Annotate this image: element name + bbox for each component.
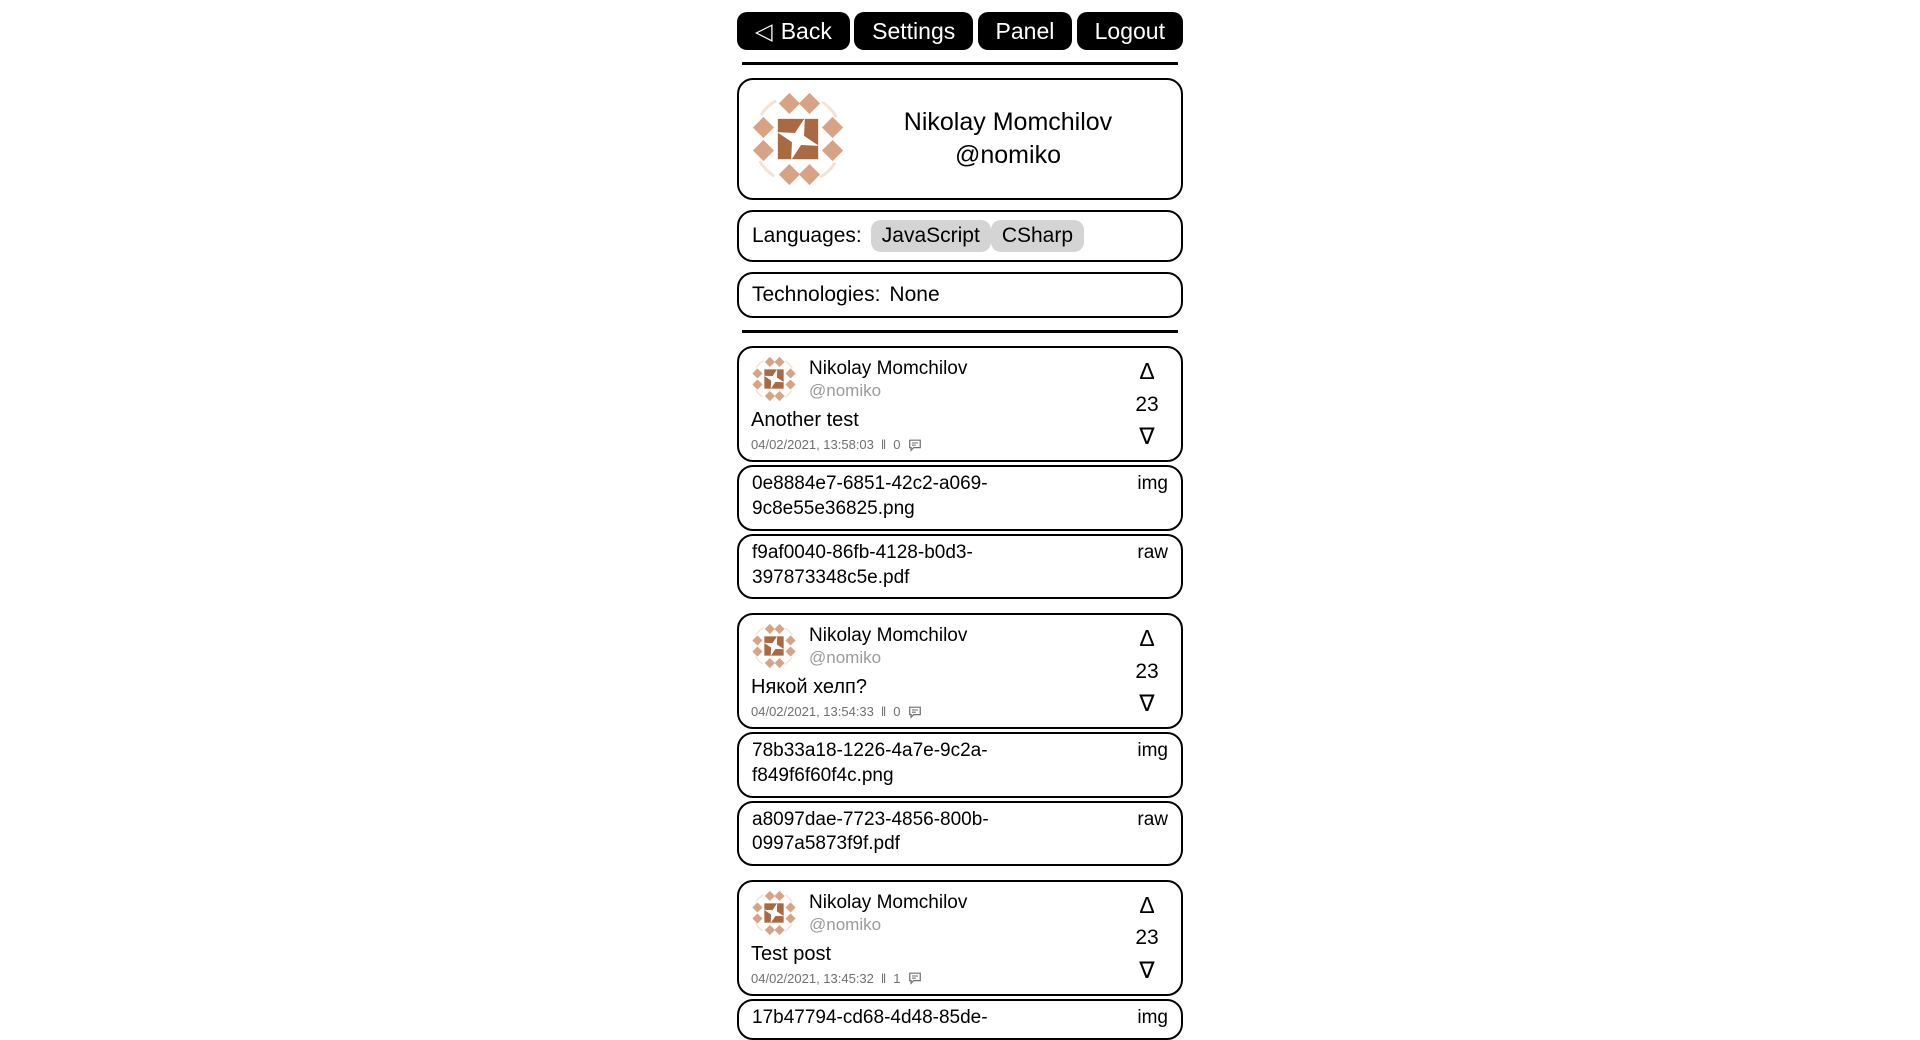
language-badge: JavaScript (871, 220, 991, 252)
post-timestamp: 04/02/2021, 13:54:33 (751, 704, 874, 720)
post-header (751, 890, 1125, 936)
vote-column (1125, 356, 1169, 454)
profile-names (846, 106, 1170, 174)
attachments-list (737, 465, 1183, 599)
comment-icon (908, 971, 922, 985)
post-card[interactable] (737, 613, 1183, 729)
settings-button[interactable]: Settings (854, 12, 973, 50)
technologies-label: Technologies: (752, 283, 881, 307)
post-group (737, 613, 1183, 866)
downvote-button[interactable]: ∇ (1135, 423, 1158, 450)
attachment-type-label: raw (1137, 808, 1168, 830)
profile-card (737, 78, 1183, 200)
post-author (809, 890, 967, 935)
post-title[interactable]: Another test (751, 409, 859, 432)
vote-count: 23 (1135, 659, 1159, 683)
post-author-handle: @nomiko (809, 647, 882, 667)
back-button-label: Back (780, 18, 832, 44)
downvote-button[interactable]: ∇ (1135, 690, 1158, 717)
comment-count: 1 (893, 970, 901, 986)
post-card[interactable] (737, 880, 1183, 996)
posts-list (737, 346, 1183, 1039)
profile-page (737, 0, 1183, 1040)
languages-badges (871, 220, 1084, 252)
logout-button[interactable]: Logout (1077, 12, 1183, 50)
attachment-filename: 78b33a18-1226-4a7e-9c2a-f849f6f60f4c.png (752, 740, 988, 786)
post-avatar (751, 890, 797, 936)
attachment-type-label: img (1137, 473, 1168, 495)
attachment-row[interactable] (737, 732, 1183, 797)
technologies-value: None (889, 283, 940, 307)
post-header (751, 356, 1125, 402)
vote-count: 23 (1135, 926, 1159, 950)
profile-avatar (750, 91, 846, 187)
posts-divider (742, 330, 1178, 333)
post-author-handle: @nomiko (809, 914, 882, 934)
profile-handle: @nomiko (955, 141, 1061, 170)
post-author (809, 623, 967, 668)
post-group (737, 880, 1183, 1040)
attachments-list (737, 999, 1183, 1040)
panel-button[interactable]: Panel (978, 12, 1073, 50)
attachment-filename: 17b47794-cd68-4d48-85de- (752, 1006, 988, 1028)
post-timestamp: 04/02/2021, 13:45:32 (751, 970, 874, 986)
post-title[interactable]: Някой хелп? (751, 676, 867, 699)
attachments-list (737, 732, 1183, 866)
profile-name: Nikolay Momchilov (903, 107, 1113, 136)
attachment-row[interactable] (737, 999, 1183, 1040)
comment-count: 0 (893, 437, 901, 453)
technologies-card (737, 272, 1183, 318)
upvote-button[interactable]: Δ (1135, 892, 1158, 919)
back-button[interactable] (737, 12, 850, 50)
vote-count: 23 (1135, 392, 1159, 416)
attachment-row[interactable] (737, 801, 1183, 866)
back-icon: ◁ (755, 18, 773, 44)
post-main (751, 623, 1125, 721)
attachment-type-label: raw (1137, 541, 1168, 563)
comment-count: 0 (893, 704, 901, 720)
attachment-row[interactable] (737, 465, 1183, 530)
post-meta (751, 437, 1125, 452)
language-badge: CSharp (991, 220, 1084, 252)
post-author-handle: @nomiko (809, 381, 882, 401)
top-divider (742, 62, 1178, 65)
meta-separator: ‖ (880, 704, 887, 720)
post-author (809, 356, 967, 401)
attachment-type-label: img (1137, 740, 1168, 762)
comment-icon (908, 705, 922, 719)
post-author-name: Nikolay Momchilov (809, 358, 968, 380)
downvote-button[interactable]: ∇ (1135, 957, 1158, 984)
post-main (751, 356, 1125, 454)
post-author-name: Nikolay Momchilov (809, 891, 968, 913)
post-header (751, 623, 1125, 669)
attachment-filename: 0e8884e7-6851-42c2-a069-9c8e55e36825.png (752, 473, 988, 520)
upvote-button[interactable]: Δ (1135, 358, 1158, 385)
post-timestamp: 04/02/2021, 13:58:03 (751, 437, 874, 453)
post-card[interactable] (737, 346, 1183, 462)
attachment-row[interactable] (737, 534, 1183, 599)
languages-label: Languages: (752, 224, 862, 248)
attachment-filename: f9af0040-86fb-4128-b0d3-397873348c5e.pdf (752, 541, 973, 588)
post-avatar (751, 356, 797, 402)
post-group (737, 346, 1183, 599)
upvote-button[interactable]: Δ (1135, 625, 1158, 652)
meta-separator: ‖ (880, 437, 887, 453)
attachment-type-label: img (1137, 1006, 1168, 1028)
post-meta (751, 971, 1125, 986)
post-title[interactable]: Test post (751, 942, 832, 965)
attachment-filename: a8097dae-7723-4856-800b-0997a5873f9f.pdf (752, 808, 989, 855)
post-meta (751, 704, 1125, 719)
vote-column (1125, 890, 1169, 988)
post-main (751, 890, 1125, 988)
top-nav (737, 12, 1183, 50)
languages-card (737, 210, 1183, 262)
post-author-name: Nikolay Momchilov (809, 625, 968, 647)
meta-separator: ‖ (880, 970, 887, 986)
comment-icon (908, 438, 922, 452)
vote-column (1125, 623, 1169, 721)
post-avatar (751, 623, 797, 669)
